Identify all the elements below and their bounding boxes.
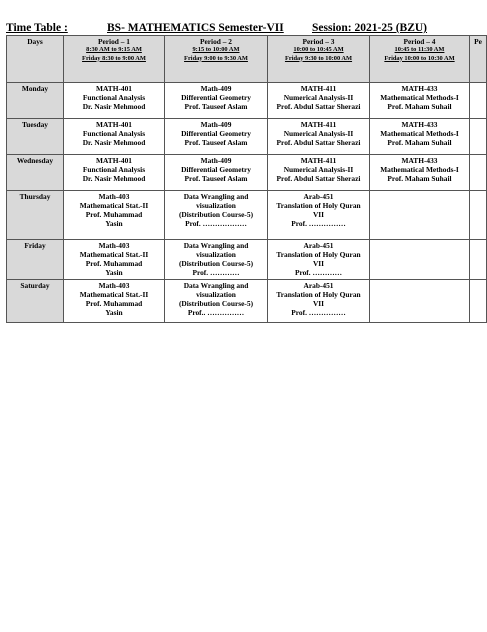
class-cell [165, 119, 268, 155]
class-line: Prof. Abdul Sattar Sherazi [276, 138, 361, 147]
class-line: MATH-433 [401, 156, 438, 165]
class-line: Mathematical Stat.-II [79, 201, 149, 210]
period-header [165, 36, 268, 83]
class-line: Functional Analysis [82, 129, 146, 138]
class-line: Prof. Tauseef Aslam [184, 174, 248, 183]
timetable-table [6, 35, 487, 323]
class-cell [165, 155, 268, 191]
class-cell [64, 155, 165, 191]
class-line: Translation of Holy Quran [276, 290, 361, 299]
class-line: visualization [196, 290, 236, 299]
period-friday-time: Friday 9:00 to 9:30 AM [184, 54, 248, 62]
class-line: Mathematical Methods-I [380, 165, 459, 174]
class-line: Functional Analysis [82, 93, 146, 102]
class-cell [64, 240, 165, 280]
class-line: Arab-451 [303, 281, 334, 290]
class-line: Arab-451 [303, 192, 334, 201]
class-line: Prof. Abdul Sattar Sherazi [276, 102, 361, 111]
day-row [7, 280, 487, 323]
class-line: MATH-411 [300, 156, 337, 165]
class-line: (Distribution Course-5) [178, 299, 254, 308]
class-cell [470, 280, 487, 323]
day-cell: Thursday [7, 191, 64, 240]
period-friday-time: Friday 8:30 to 9:00 AM [82, 54, 146, 62]
class-line: Yasin [105, 268, 123, 277]
class-line: Prof. ………… [192, 268, 240, 277]
period-friday-time: Friday 10:00 to 10:30 AM [384, 54, 455, 62]
period-header [268, 36, 370, 83]
class-line: Prof. …………… [291, 308, 346, 317]
class-line: Prof. …………… [291, 219, 346, 228]
class-line: Differential Geometry [181, 129, 251, 138]
class-line: Prof. ………… [294, 268, 343, 277]
class-cell [165, 83, 268, 119]
class-cell [64, 119, 165, 155]
period-label: Period – 4 [403, 37, 436, 46]
period-time: 10:45 to 11:30 AM [394, 46, 445, 53]
class-line: Dr. Nasir Mehmood [82, 102, 146, 111]
period-header [470, 36, 487, 83]
class-line: MATH-411 [300, 120, 337, 129]
class-cell [165, 240, 268, 280]
day-cell: Wednesday [7, 155, 64, 191]
period-time: 8:30 AM to 9:15 AM [86, 46, 142, 53]
class-cell [64, 191, 165, 240]
class-line: MATH-401 [96, 84, 132, 93]
class-line: Prof. Tauseef Aslam [184, 138, 248, 147]
class-line: Mathematical Stat.-II [79, 250, 149, 259]
period-time: 9:15 to 10:00 AM [192, 46, 240, 53]
day-cell: Monday [7, 83, 64, 119]
class-line: MATH-411 [300, 84, 337, 93]
class-line: Numerical Analysis-II [283, 129, 354, 138]
class-line: Math-409 [200, 120, 232, 129]
class-line: VII [312, 259, 325, 268]
session-title: Session: 2021-25 (BZU) [312, 22, 428, 34]
class-line: Numerical Analysis-II [283, 165, 354, 174]
day-row [7, 83, 487, 119]
class-cell [370, 83, 470, 119]
class-line: Math-409 [200, 156, 232, 165]
class-line: MATH-433 [401, 120, 438, 129]
class-line: Prof. Maham Suhail [387, 174, 452, 183]
class-line: Prof. Muhammad [85, 259, 143, 268]
day-row [7, 191, 487, 240]
class-line: (Distribution Course-5) [178, 259, 254, 268]
period-label: Pe [474, 37, 482, 46]
period-header [370, 36, 470, 83]
class-line: Dr. Nasir Mehmood [82, 138, 146, 147]
class-cell [268, 155, 370, 191]
class-line: visualization [196, 201, 236, 210]
class-cell [370, 240, 470, 280]
class-line: Prof. Maham Suhail [387, 138, 452, 147]
class-line: VII [312, 210, 325, 219]
class-cell [268, 83, 370, 119]
period-label: Period – 3 [302, 37, 335, 46]
class-line: Prof. Maham Suhail [387, 102, 452, 111]
class-cell [268, 191, 370, 240]
class-line: Translation of Holy Quran [276, 201, 361, 210]
class-line: visualization [196, 250, 236, 259]
class-line: Differential Geometry [181, 93, 251, 102]
day-row [7, 240, 487, 280]
class-line: MATH-433 [401, 84, 438, 93]
class-cell [268, 240, 370, 280]
class-line: Prof. Muhammad [85, 210, 143, 219]
class-line: Prof. ……………… [185, 219, 247, 228]
class-line: Arab-451 [303, 241, 334, 250]
class-line: Prof.. …………… [187, 308, 245, 317]
class-cell [370, 280, 470, 323]
class-line: Data Wrangling and [183, 281, 249, 290]
class-cell [165, 280, 268, 323]
class-cell [470, 83, 487, 119]
class-line: Prof. Muhammad [85, 299, 143, 308]
class-line: Yasin [105, 308, 123, 317]
day-cell: Saturday [7, 280, 64, 323]
class-cell [370, 119, 470, 155]
class-line: VII [312, 299, 325, 308]
class-cell [470, 191, 487, 240]
day-cell: Friday [7, 240, 64, 280]
class-line: Math-409 [200, 84, 232, 93]
class-line: Prof. Abdul Sattar Sherazi [276, 174, 361, 183]
header-row [7, 36, 487, 83]
timetable-title: Time Table : [6, 22, 68, 34]
class-cell [268, 280, 370, 323]
class-line: Differential Geometry [181, 165, 251, 174]
class-line: Translation of Holy Quran [276, 250, 361, 259]
class-line: Mathematical Methods-I [380, 93, 459, 102]
class-line: Math-403 [98, 281, 130, 290]
days-header: Days [7, 36, 64, 83]
class-line: Mathematical Methods-I [380, 129, 459, 138]
period-time: 10:00 to 10:45 AM [293, 46, 344, 53]
class-cell [64, 280, 165, 323]
day-row [7, 155, 487, 191]
class-line: Math-403 [98, 241, 130, 250]
class-line: Yasin [105, 219, 123, 228]
class-cell [165, 191, 268, 240]
class-line: Data Wrangling and [183, 192, 249, 201]
class-line: Data Wrangling and [183, 241, 249, 250]
period-friday-time: Friday 9:30 to 10:00 AM [284, 54, 353, 62]
period-label: Period – 1 [97, 37, 131, 46]
class-line: MATH-401 [96, 120, 132, 129]
period-label: Period – 2 [199, 37, 233, 46]
class-line: (Distribution Course-5) [178, 210, 254, 219]
day-row [7, 119, 487, 155]
class-line: Functional Analysis [82, 165, 146, 174]
period-header [64, 36, 165, 83]
program-title: BS- MATHEMATICS Semester-VII [107, 22, 284, 34]
class-cell [470, 240, 487, 280]
class-cell [64, 83, 165, 119]
class-cell [268, 119, 370, 155]
class-line: Numerical Analysis-II [283, 93, 354, 102]
class-cell [470, 155, 487, 191]
class-cell [370, 155, 470, 191]
class-cell [370, 191, 470, 240]
class-line: Dr. Nasir Mehmood [82, 174, 146, 183]
class-line: Prof. Tauseef Aslam [184, 102, 248, 111]
day-cell: Tuesday [7, 119, 64, 155]
class-line: MATH-401 [96, 156, 132, 165]
class-line: Math-403 [98, 192, 130, 201]
class-line: Mathematical Stat.-II [79, 290, 149, 299]
class-cell [470, 119, 487, 155]
